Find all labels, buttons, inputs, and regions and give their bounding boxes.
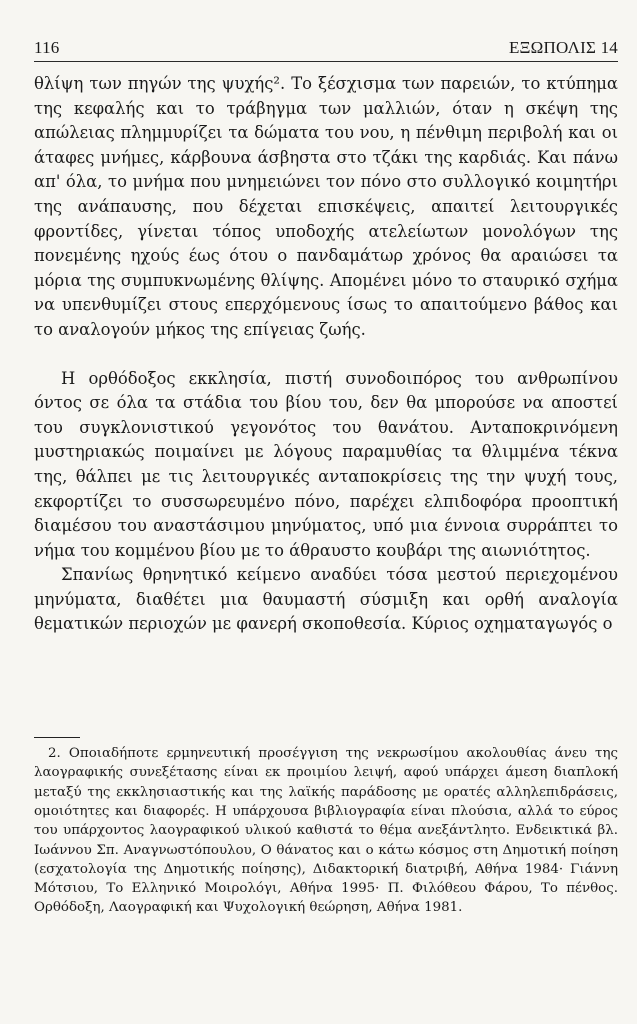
book-page	[34, 38, 618, 998]
page-number: 116	[34, 38, 60, 57]
paragraph-1: θλίψη των πηγών της ψυχής². Το ξέσχισμα των παρειών, το κτύπημα της κεφαλής και το τράβηγμα των μαλλιών, όταν η σκέψη της απώλειας πλημμυρίζει τα δώματα του νου, η πένθιμη περιβολή και οι άταφες μνήμες, κάρβουνα άσβηστα στο τζάκι της καρδιάς. Και πάνω απ' όλα, το μνήμα που μνημειώνει τον πόνο στο συλλογικό κοιμητήρι της ανάπαυσης, που δέχεται επισκέψεις, απαιτεί λειτουργικές φροντίδες, γίνεται τόπος υποδοχής ατελείωτων μονολόγων της πονεμένης ηχούς έως ότου ο πανδαμάτωρ χρόνος θα αραιώσει τα μόρια της συμπυκνωμένης θλίψης. Απομένει μόνο το σταυρικό σχήμα να υπενθυμίζει στους επερχόμενους ίσως το απαιτούμενο βάθος και το αναλογούν μήκος της επίγειας ζωής.	[34, 74, 618, 339]
running-header	[34, 38, 618, 62]
main-text	[34, 72, 618, 637]
paragraph-2: Η ορθόδοξος εκκλησία, πιστή συνοδοιπόρος του ανθρωπίνου όντος σε όλα τα στάδια του βίου του, δεν θα μπορούσε να αποστεί του συγκλονιστικού γεγονότος του θανάτου. Ανταποκρινόμενη μυστηριακώς ποιμαίνει με λόγους παραμυθίας τα θλιμμένα τέκνα της, θάλπει με τις λειτουργικές ανταποκρίσεις της την ψυχή τους, εκφορτίζει το συσσωρευμένο πόνο, παρέχει ελπιδοφόρα προοπτική διαμέσου του αναστάσιμου μηνύματος, υπό μια έννοια συρράπτει το νήμα του κομμένου βίου με το άθραυστο κουβάρι της αιωνιότητος.	[34, 368, 618, 560]
footnote-text: Οποιαδήποτε ερμηνευτική προσέγγιση της νεκρωσίμου ακολουθίας άνευ της λαογραφικής συνεξέτασης είναι εκ προιμίου λειψή, αφού υπάρχει άμεση διαπλοκή μεταξύ της εκκλησιαστικής και της λαϊκής παράδοσης με ορατές αλληλεπιδράσεις, ομοιότητες και διαφορές. Η υπάρχουσα βιβλιογραφία είναι πλούσια, αλλά το εύρος του υπάρχοντος λαογραφικού υλικού καθιστά το θέμα ανεξάντλητο. Ενδεικτικά βλ. Ιωάννου Σπ. Αναγνωστόπουλου, Ο θάνατος και ο κάτω κόσμος στη Δημοτική ποίηση (εσχατολογία της Δημοτικής ποίησης), Διδακτορική διατριβή, Αθήνα 1984· Γιάννη Μότσιου, Το Ελληνικό Μοιρολόγι, Αθήνα 1995· Π. Φιλόθεου Φάρου, Το πένθος. Ορθόδοξη, Λαογραφική και Ψυχολογική θεώρηση, Αθήνα 1981.	[34, 746, 618, 916]
footnote	[34, 744, 618, 918]
paragraph-3: Σπανίως θρηνητικό κείμενο αναδύει τόσα μεστού περιεχομένου μηνύματα, διαθέτει μια θαυμαστή σύσμιξη και ορθή αναλογία θεματικών περιοχών με φανερή σκοποθεσία. Κύριος οχηματαγωγός ο	[34, 565, 618, 634]
running-title: ΕΞΩΠΟΛΙΣ 14	[508, 38, 618, 57]
footnote-divider	[34, 737, 80, 738]
footnote-number: 2.	[48, 746, 61, 762]
